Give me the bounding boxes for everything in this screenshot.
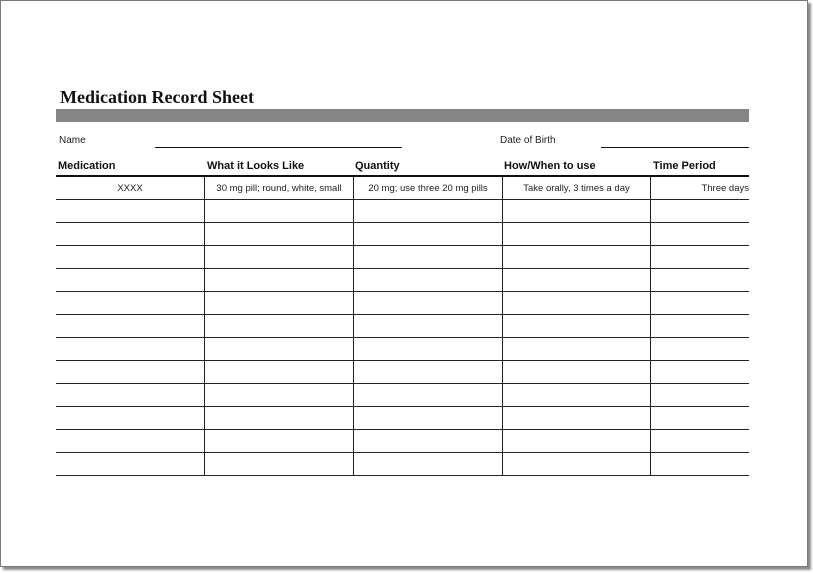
time-period-cell[interactable] (651, 384, 749, 406)
quantity-cell[interactable] (354, 315, 503, 337)
table-row (56, 361, 749, 384)
column-header-quantity: Quantity (355, 160, 400, 172)
appearance-cell[interactable] (205, 361, 354, 383)
table-row (56, 407, 749, 430)
table-row (56, 453, 749, 476)
table-row (56, 338, 749, 361)
time-period-cell[interactable] (651, 200, 749, 222)
how-when-cell[interactable] (503, 200, 651, 222)
medication-cell[interactable] (56, 315, 205, 337)
quantity-cell[interactable] (354, 246, 503, 268)
time-period-cell[interactable] (651, 246, 749, 268)
time-period-cell[interactable] (651, 361, 749, 383)
column-header-time-period: Time Period (653, 160, 716, 172)
time-period-cell[interactable] (651, 407, 749, 429)
medication-cell[interactable] (56, 200, 205, 222)
table-header (56, 159, 749, 177)
how-when-cell[interactable] (503, 223, 651, 245)
quantity-cell[interactable] (354, 292, 503, 314)
how-when-cell[interactable] (503, 453, 651, 475)
how-when-cell[interactable] (503, 430, 651, 452)
date-of-birth-label: Date of Birth (500, 135, 556, 146)
table-row (56, 200, 749, 223)
quantity-cell[interactable]: 20 mg; use three 20 mg pills (354, 177, 503, 199)
medication-cell[interactable] (56, 338, 205, 360)
table-row (56, 223, 749, 246)
name-label: Name (59, 135, 86, 146)
medication-cell[interactable] (56, 430, 205, 452)
appearance-cell[interactable] (205, 246, 354, 268)
medication-cell[interactable] (56, 407, 205, 429)
medication-cell[interactable] (56, 453, 205, 475)
medication-cell[interactable] (56, 361, 205, 383)
quantity-cell[interactable] (354, 223, 503, 245)
medication-table (56, 159, 749, 476)
time-period-cell[interactable] (651, 315, 749, 337)
date-of-birth-field[interactable] (601, 147, 749, 148)
appearance-cell[interactable]: 30 mg pill; round, white, small (205, 177, 354, 199)
appearance-cell[interactable] (205, 453, 354, 475)
how-when-cell[interactable] (503, 292, 651, 314)
table-row (56, 315, 749, 338)
appearance-cell[interactable] (205, 338, 354, 360)
table-row (56, 177, 749, 200)
time-period-cell[interactable]: Three days (701, 182, 749, 194)
how-when-cell[interactable] (503, 315, 651, 337)
time-period-cell[interactable] (651, 430, 749, 452)
medication-cell[interactable] (56, 269, 205, 291)
quantity-cell[interactable] (354, 407, 503, 429)
column-header-how-when: How/When to use (504, 160, 596, 172)
how-when-cell[interactable] (503, 384, 651, 406)
table-row (56, 292, 749, 315)
quantity-cell[interactable] (354, 361, 503, 383)
table-row (56, 246, 749, 269)
name-field[interactable] (155, 147, 402, 148)
quantity-cell[interactable] (354, 453, 503, 475)
time-period-cell[interactable] (651, 453, 749, 475)
quantity-cell[interactable] (354, 269, 503, 291)
column-header-medication: Medication (58, 160, 116, 172)
how-when-cell[interactable] (503, 338, 651, 360)
page-title: Medication Record Sheet (60, 87, 254, 107)
appearance-cell[interactable] (205, 430, 354, 452)
quantity-cell[interactable] (354, 430, 503, 452)
how-when-cell[interactable]: Take orally, 3 times a day (503, 177, 651, 199)
appearance-cell[interactable] (205, 315, 354, 337)
table-row (56, 430, 749, 453)
table-row (56, 384, 749, 407)
table-row (56, 269, 749, 292)
medication-cell[interactable] (56, 384, 205, 406)
appearance-cell[interactable] (205, 384, 354, 406)
how-when-cell[interactable] (503, 246, 651, 268)
quantity-cell[interactable] (354, 200, 503, 222)
table-body (56, 177, 749, 476)
time-period-cell[interactable] (651, 269, 749, 291)
title-divider-bar (56, 109, 749, 122)
appearance-cell[interactable] (205, 223, 354, 245)
appearance-cell[interactable] (205, 292, 354, 314)
quantity-cell[interactable] (354, 384, 503, 406)
appearance-cell[interactable] (205, 200, 354, 222)
appearance-cell[interactable] (205, 407, 354, 429)
time-period-cell[interactable] (651, 292, 749, 314)
appearance-cell[interactable] (205, 269, 354, 291)
medication-cell[interactable] (56, 246, 205, 268)
time-period-cell[interactable] (651, 338, 749, 360)
how-when-cell[interactable] (503, 361, 651, 383)
medication-cell[interactable] (56, 223, 205, 245)
how-when-cell[interactable] (503, 269, 651, 291)
quantity-cell[interactable] (354, 338, 503, 360)
time-period-cell[interactable] (651, 223, 749, 245)
medication-cell[interactable] (56, 292, 205, 314)
how-when-cell[interactable] (503, 407, 651, 429)
medication-cell[interactable]: XXXX (56, 177, 205, 199)
column-header-appearance: What it Looks Like (207, 160, 305, 172)
